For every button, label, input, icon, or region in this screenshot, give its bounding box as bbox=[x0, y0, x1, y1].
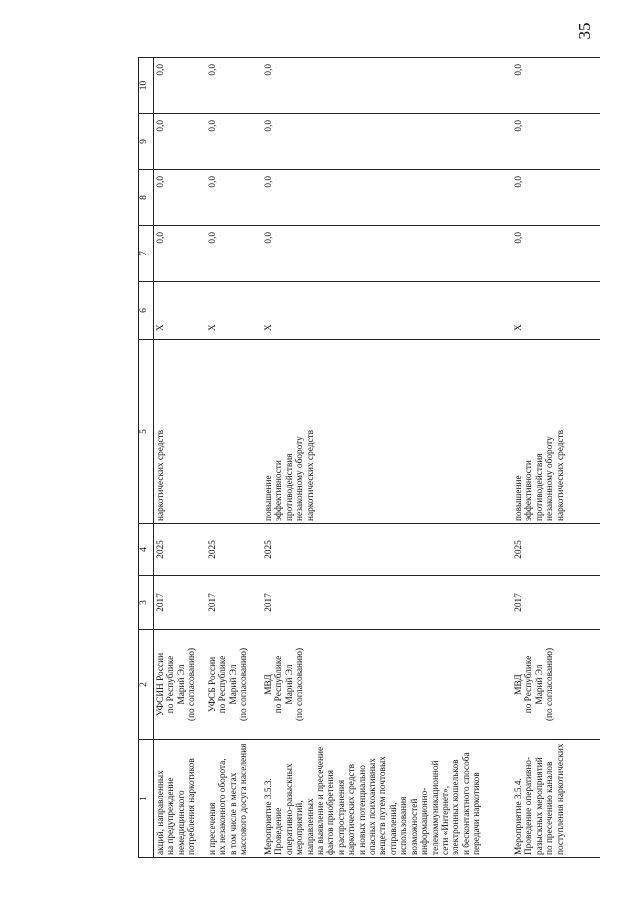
column-header: 7 bbox=[139, 226, 154, 282]
table-row bbox=[262, 58, 512, 858]
column-header: 10 bbox=[139, 58, 154, 114]
mark-cell: Х bbox=[206, 282, 262, 340]
activity-cell: акций, направленных на предупреждение немедицинского потребления наркотиков bbox=[154, 740, 207, 858]
value-cell: 0,0 bbox=[154, 114, 207, 170]
start-year-cell: 2017 bbox=[262, 576, 512, 630]
value-cell: 0,0 bbox=[206, 58, 262, 114]
end-year-cell: 2025 bbox=[154, 524, 207, 576]
value-cell: 0,0 bbox=[512, 170, 600, 226]
result-cell: повышение эффективности противодействия незаконному обороту наркотических средств bbox=[512, 340, 600, 524]
result-cell bbox=[206, 340, 262, 524]
end-year-cell: 2025 bbox=[206, 524, 262, 576]
table-row bbox=[154, 58, 207, 858]
activity-cell: Мероприятие 3.5.3. Проведение оперативно-разыскных мероприятий, направленных на выявление и пресечение фактов приобретения и распространения наркотических средств и новых потенциально опасных психоактивных веществ путем почтовых отправлений, использования возможностей информационно- телекоммуникационной сети «Интернет», электронных кошельков и бесконтактного способа передачи наркотиков bbox=[262, 740, 512, 858]
value-cell: 0,0 bbox=[206, 170, 262, 226]
column-header: 4 bbox=[139, 524, 154, 576]
column-header: 9 bbox=[139, 114, 154, 170]
mark-cell: Х bbox=[154, 282, 207, 340]
end-year-cell: 2025 bbox=[262, 524, 512, 576]
executor-cell: УФСИН России по Республике Марий Эл (по согласованию) bbox=[154, 630, 207, 740]
column-header: 2 bbox=[139, 630, 154, 740]
program-activities-table bbox=[138, 57, 600, 858]
result-cell: повышение эффективности противодействия незаконному обороту наркотических средств bbox=[262, 340, 512, 524]
column-header: 6 bbox=[139, 282, 154, 340]
value-cell: 0,0 bbox=[154, 226, 207, 282]
value-cell: 0,0 bbox=[262, 170, 512, 226]
value-cell: 0,0 bbox=[206, 226, 262, 282]
mark-cell: Х bbox=[262, 282, 512, 340]
executor-cell: МВД по Республике Марий Эл (по согласованию) bbox=[262, 630, 512, 740]
column-header: 8 bbox=[139, 170, 154, 226]
executor-cell: УФСБ России по Республике Марий Эл (по согласованию) bbox=[206, 630, 262, 740]
rotated-table-container bbox=[138, 58, 612, 858]
activity-cell: Мероприятие 3.5.4. Проведение оперативно- разыскных мероприятий по пресечению каналов поступления наркотических bbox=[512, 740, 600, 858]
mark-cell: Х bbox=[512, 282, 600, 340]
column-header: 5 bbox=[139, 340, 154, 524]
executor-cell: МВД по Республике Марий Эл (по согласованию) bbox=[512, 630, 600, 740]
start-year-cell: 2017 bbox=[512, 576, 600, 630]
value-cell: 0,0 bbox=[262, 58, 512, 114]
value-cell: 0,0 bbox=[512, 114, 600, 170]
value-cell: 0,0 bbox=[512, 58, 600, 114]
page-number: 35 bbox=[575, 22, 594, 40]
column-header: 1 bbox=[139, 740, 154, 858]
result-cell: наркотических средств bbox=[154, 340, 207, 524]
value-cell: 0,0 bbox=[262, 226, 512, 282]
value-cell: 0,0 bbox=[262, 114, 512, 170]
value-cell: 0,0 bbox=[206, 114, 262, 170]
header-row bbox=[139, 58, 154, 858]
table-row bbox=[512, 58, 600, 858]
start-year-cell: 2017 bbox=[206, 576, 262, 630]
table-row bbox=[206, 58, 262, 858]
activity-cell: и пресечения их незаконного оборота, в том числе в местах массового досуга населения bbox=[206, 740, 262, 858]
value-cell: 0,0 bbox=[154, 170, 207, 226]
start-year-cell: 2017 bbox=[154, 576, 207, 630]
value-cell: 0,0 bbox=[154, 58, 207, 114]
column-header: 3 bbox=[139, 576, 154, 630]
value-cell: 0,0 bbox=[512, 226, 600, 282]
end-year-cell: 2025 bbox=[512, 524, 600, 576]
